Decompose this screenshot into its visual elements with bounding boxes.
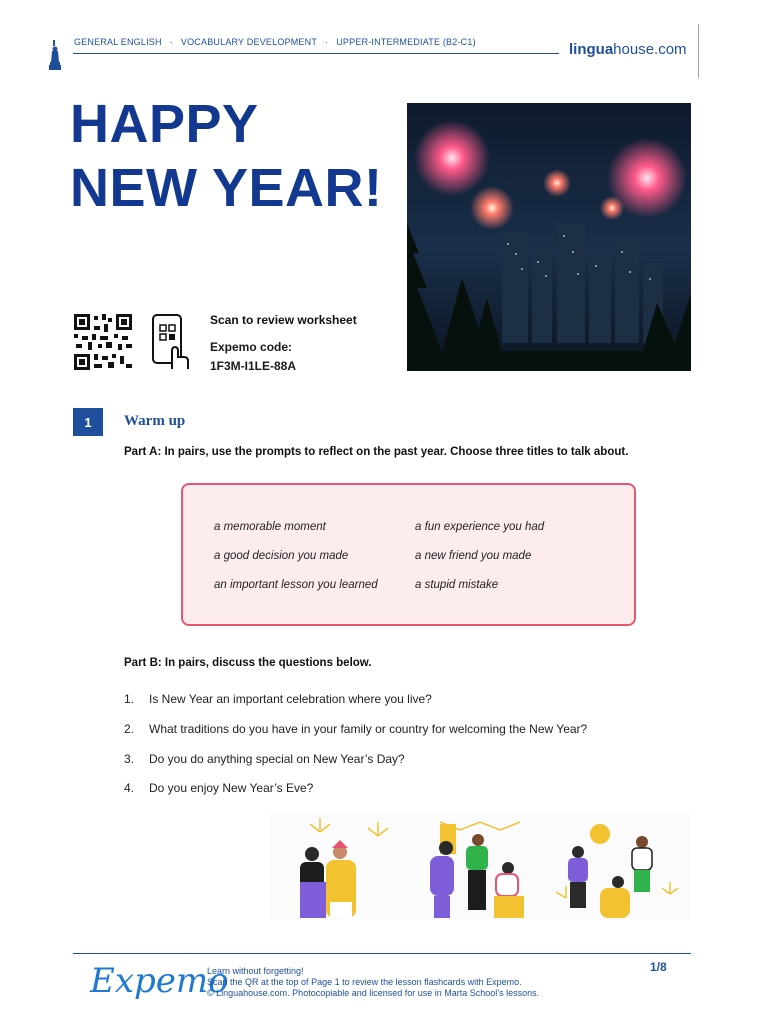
page-title (70, 92, 383, 220)
section-title: Warm up (124, 413, 186, 429)
prompt-item: a fun experience you had (415, 521, 545, 533)
footer-instruction: Scan the QR at the top of Page 1 to review the lesson flashcards with Expemo. (207, 977, 522, 987)
question-item (124, 692, 432, 706)
question-text: Do you do anything special on New Year’s Day? (149, 752, 405, 766)
footer-text (207, 966, 539, 999)
title-line-1: HAPPY (70, 94, 259, 154)
question-text: Is New Year an important celebration where you live? (149, 692, 432, 706)
question-number: 4. (124, 781, 135, 795)
prompt-item: a stupid mistake (415, 579, 499, 591)
question-item (124, 781, 313, 795)
question-number: 3. (124, 752, 135, 766)
question-text: Do you enjoy New Year’s Eve? (149, 781, 314, 795)
footer-tagline: Learn without forgetting! (207, 966, 304, 976)
header-vertical-rule (698, 24, 699, 78)
question-item (124, 722, 587, 736)
question-number: 2. (124, 722, 135, 736)
breadcrumb-category[interactable]: VOCABULARY DEVELOPMENT (180, 37, 318, 47)
logo-rest-part: house.com (613, 41, 687, 58)
expemo-code-label: Expemo code: (210, 340, 293, 354)
prompt-item: a new friend you made (415, 550, 532, 562)
breadcrumb-level[interactable]: UPPER-INTERMEDIATE (B2-C1) (336, 37, 476, 47)
title-line-2: NEW YEAR! (70, 158, 383, 218)
footer-divider (73, 953, 691, 954)
section-number-badge: 1 (73, 408, 103, 436)
qr-code-image[interactable] (74, 314, 132, 370)
part-b-instruction: Part B: In pairs, discuss the questions below. (124, 657, 372, 669)
celebration-illustration (270, 812, 690, 920)
page-number: 1/8 (650, 960, 667, 974)
breadcrumb (74, 37, 476, 47)
part-a-instruction: Part A: In pairs, use the prompts to reflect on the past year. Choose three titles to talk about. (124, 446, 629, 458)
phone-scan-icon (150, 313, 192, 371)
fireworks-city-image (407, 103, 691, 371)
prompt-box (181, 483, 636, 626)
statue-of-liberty-icon (48, 40, 62, 70)
expemo-code-value: 1F3M-I1LE-88A (210, 359, 297, 373)
question-number: 1. (124, 692, 135, 706)
prompt-item: a memorable moment (214, 521, 326, 533)
scan-instruction: Scan to review worksheet (210, 313, 357, 327)
logo-bold-part: lingua (569, 41, 614, 58)
prompt-item: an important lesson you learned (214, 579, 378, 591)
question-text: What traditions do you have in your family or country for welcoming the New Year? (149, 722, 588, 736)
prompt-item: a good decision you made (214, 550, 349, 562)
header-divider (73, 53, 559, 54)
breadcrumb-separator: · (325, 37, 329, 47)
linguahouse-logo[interactable] (569, 41, 687, 58)
footer-copyright: © Linguahouse.com. Photocopiable and licensed for use in Marta School’s lessons. (207, 988, 540, 998)
question-item (124, 752, 405, 766)
expemo-logo[interactable]: Expemo (90, 961, 229, 1001)
breadcrumb-separator: · (169, 37, 173, 47)
breadcrumb-course[interactable]: GENERAL ENGLISH (74, 37, 162, 47)
